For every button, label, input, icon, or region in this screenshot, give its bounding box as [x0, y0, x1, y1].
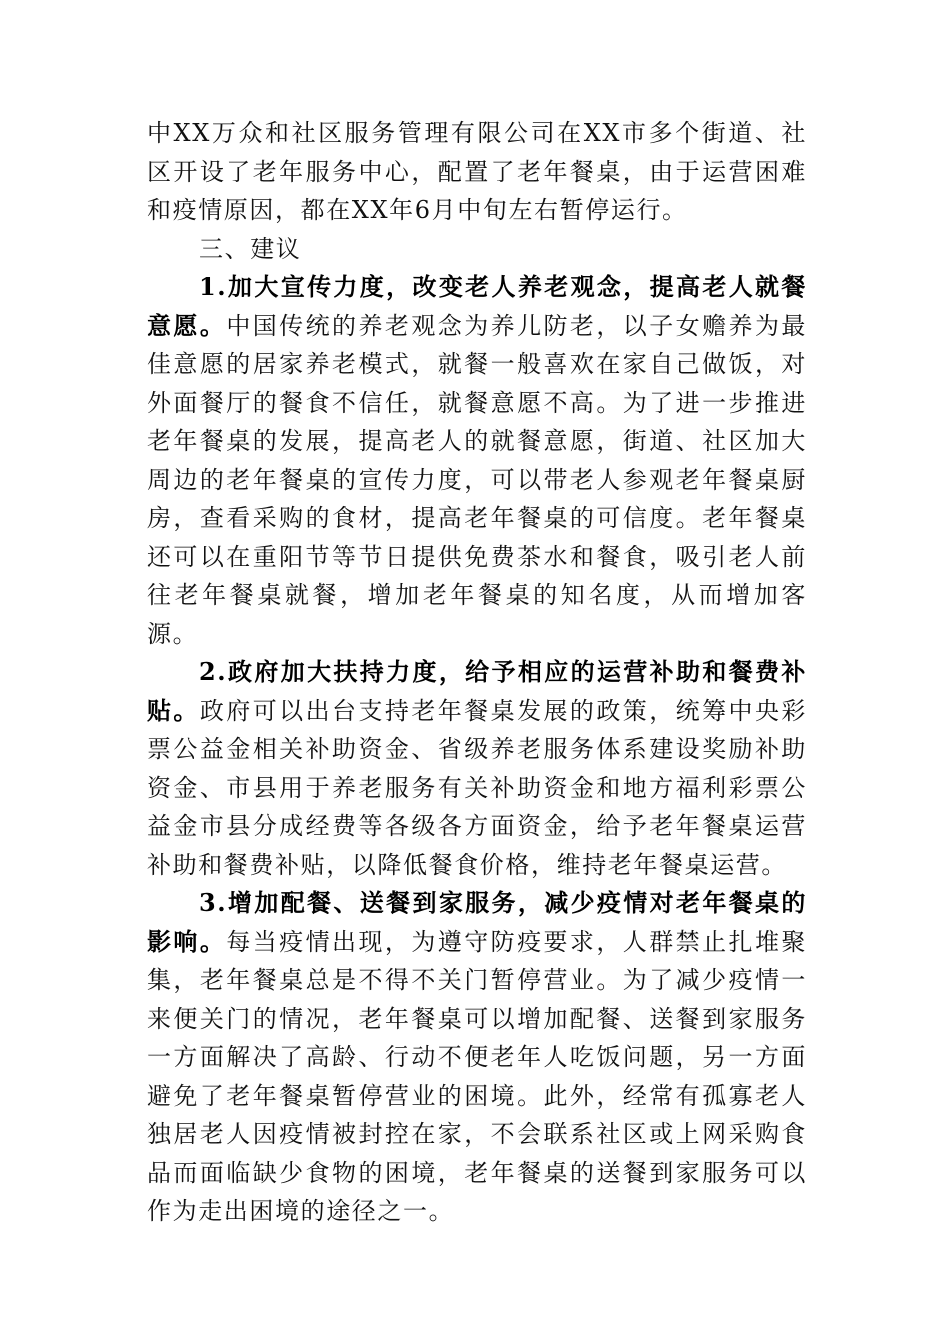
paragraph-text: 中XX万众和社区服务管理有限公司在XX市多个街道、社区开设了老年服务中心，配置了老年餐桌，由于运营困难和疫情原因，都在XX年6月中旬左右暂停运行。 [147, 119, 807, 224]
suggestion-lead-2: 2.政府加大扶持力度，给予相应的运营补助和餐费补贴。 [147, 657, 807, 725]
suggestion-lead-1: 1.加大宣传力度，改变老人养老观念，提高老人就餐意愿。 [147, 272, 807, 340]
suggestion-paragraph-1 [147, 268, 807, 653]
paragraph-intro-continuation [147, 114, 807, 230]
suggestion-text-1: 中国传统的养老观念为养儿防老，以子女赡养为最佳意愿的居家养老模式，就餐一般喜欢在家自己做饭，对外面餐厅的餐食不信任，就餐意愿不高。为了进一步推进老年餐桌的发展，提高老人的就餐意愿，街道、社区加大周边的老年餐桌的宣传力度，可以带老人参观老年餐桌厨房，查看采购的食材，提高老年餐桌的可信度。老年餐桌还可以在重阳节等节日提供免费茶水和餐食，吸引老人前往老年餐桌就餐，增加老年餐桌的知名度，从而增加客源。 [147, 311, 807, 648]
section-heading-text: 三、建议 [199, 234, 302, 263]
suggestion-lead-3: 3.增加配餐、送餐到家服务，减少疫情对老年餐桌的影响。 [147, 888, 807, 956]
suggestion-text-2: 政府可以出台支持老年餐桌发展的政策，统筹中央彩票公益金相关补助资金、省级养老服务体系建设奖励补助资金、市县用于养老服务有关补助资金和地方福利彩票公益金市县分成经费等各级各方面资金，给予老年餐桌运营补助和餐费补贴，以降低餐食价格，维持老年餐桌运营。 [147, 696, 807, 879]
suggestion-text-3: 每当疫情出现，为遵守防疫要求，人群禁止扎堆聚集，老年餐桌总是不得不关门暂停营业。为了减少疫情一来便关门的情况，老年餐桌可以增加配餐、送餐到家服务一方面解决了高龄、行动不便老年人吃饭问题，另一方面避免了老年餐桌暂停营业的困境。此外，经常有孤寡老人独居老人因疫情被封控在家，不会联系社区或上网采购食品而面临缺少食物的困境，老年餐桌的送餐到家服务可以作为走出困境的途径之一。 [147, 927, 807, 1225]
suggestion-paragraph-3 [147, 884, 807, 1231]
section-heading-suggestions [147, 230, 807, 269]
document-body [147, 114, 807, 1231]
suggestion-paragraph-2 [147, 653, 807, 884]
